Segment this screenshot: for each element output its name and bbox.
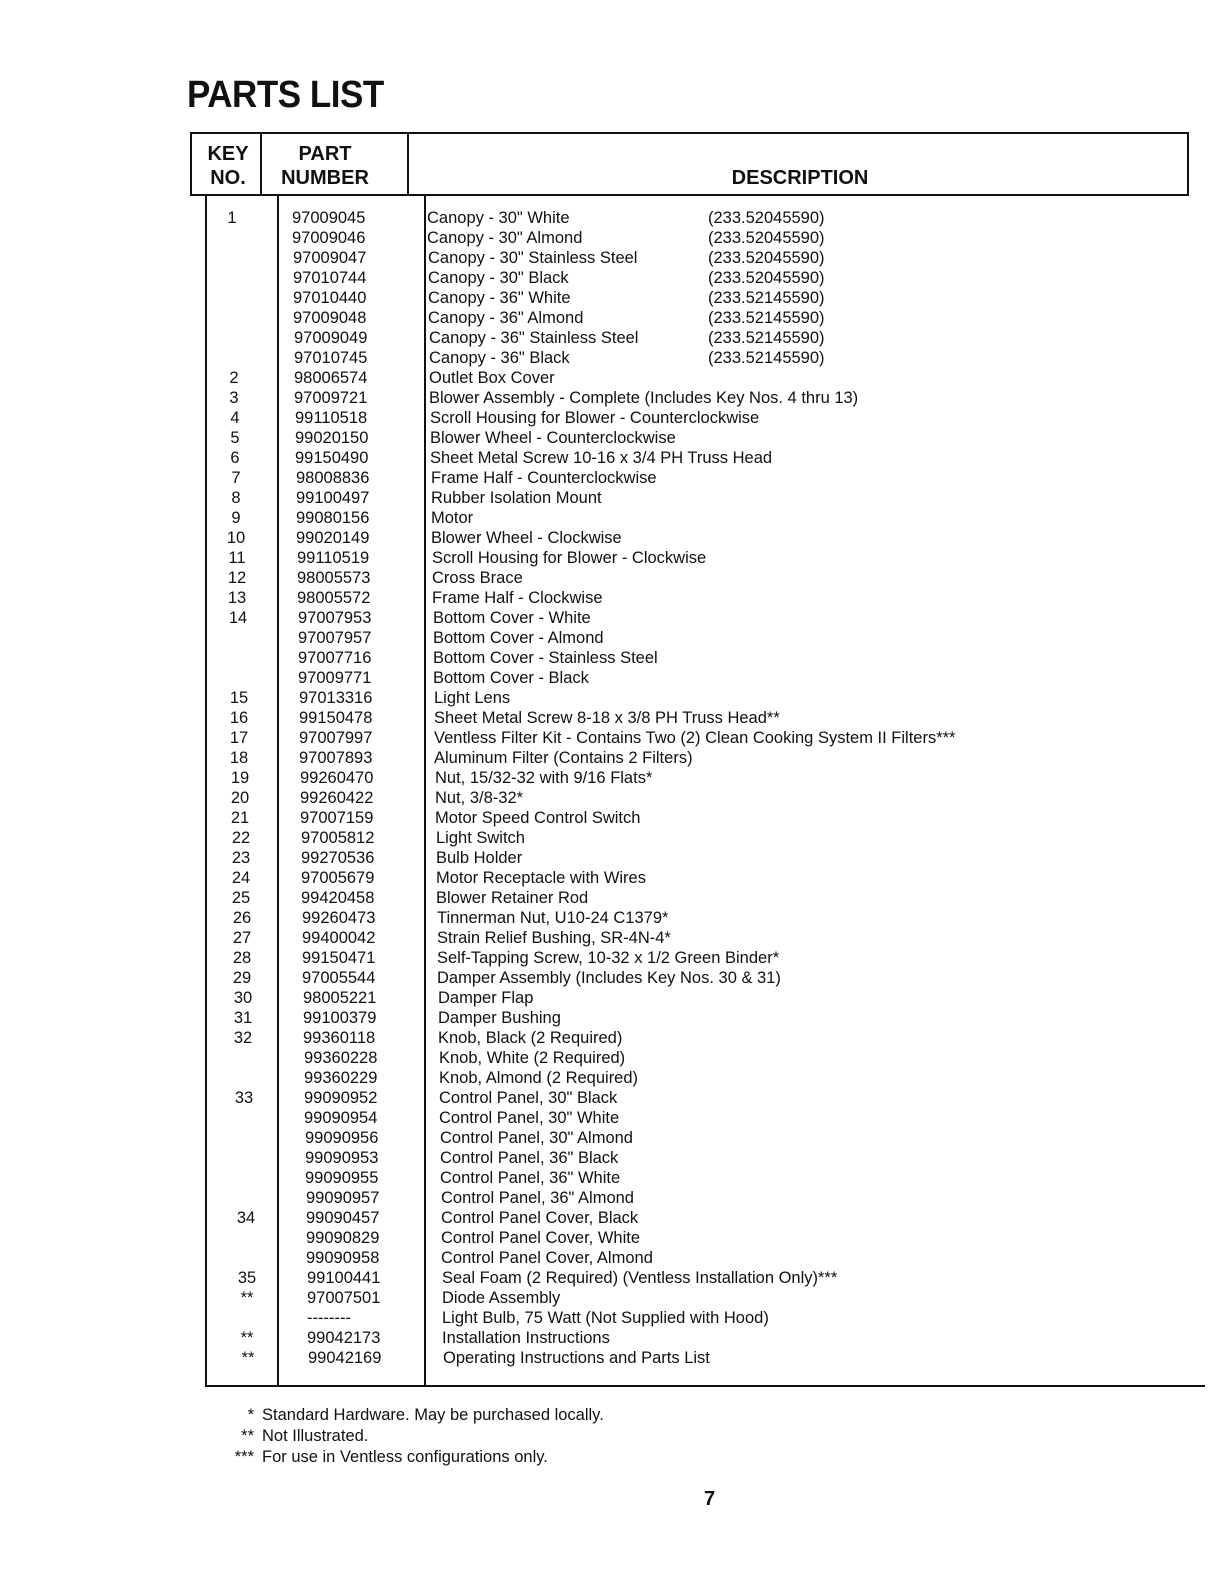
- part-number: 99420458: [301, 889, 375, 907]
- part-description: Scroll Housing for Blower - Counterclockwise: [430, 409, 760, 427]
- part-number: 99090457: [306, 1209, 380, 1227]
- table-left-border: [190, 132, 192, 196]
- table-row: [0, 668, 1211, 688]
- part-description: Light Switch: [436, 829, 525, 847]
- key-number: 18: [229, 749, 249, 767]
- part-number: 99360228: [304, 1049, 378, 1067]
- table-row: [0, 228, 1211, 248]
- part-number: 99110518: [295, 409, 368, 427]
- table-row: [0, 288, 1211, 308]
- table-row: [0, 308, 1211, 328]
- part-description: Knob, Black (2 Required): [438, 1029, 623, 1047]
- table-row: [0, 628, 1211, 648]
- table-row: [0, 1308, 1211, 1328]
- table-row: [0, 908, 1211, 928]
- table-row: [0, 1208, 1211, 1228]
- table-row: [0, 1288, 1211, 1308]
- part-description: Sheet Metal Screw 8-18 x 3/8 PH Truss Head**: [434, 709, 780, 727]
- part-description: Damper Bushing: [438, 1009, 561, 1027]
- key-part-divider: [260, 132, 262, 196]
- table-row: [0, 848, 1211, 868]
- part-description: Blower Wheel - Counterclockwise: [430, 429, 676, 447]
- part-number: 98006574: [294, 369, 368, 387]
- part-number: 98005572: [297, 589, 371, 607]
- part-number: 97007501: [307, 1289, 381, 1307]
- key-number: 11: [228, 549, 246, 567]
- part-number: 97009046: [292, 229, 366, 247]
- part-description: Control Panel, 36" White: [440, 1169, 621, 1187]
- part-description: Diode Assembly: [442, 1289, 561, 1307]
- header-part: [270, 142, 380, 190]
- part-number: 99110519: [297, 549, 370, 567]
- part-description: Damper Flap: [438, 989, 534, 1007]
- part-description: Motor Receptacle with Wires: [436, 869, 646, 887]
- part-number: 99100497: [296, 489, 370, 507]
- key-number: **: [240, 1329, 254, 1347]
- part-description: Control Panel Cover, Black: [441, 1209, 639, 1227]
- part-number: 99090956: [305, 1129, 379, 1147]
- part-number: 97010440: [293, 289, 367, 307]
- part-number: 97009048: [293, 309, 367, 327]
- key-number: 5: [230, 429, 240, 447]
- footnote: [218, 1447, 604, 1468]
- table-row: [0, 428, 1211, 448]
- model-number: (233.52145590): [708, 349, 825, 367]
- part-desc-divider: [407, 132, 409, 196]
- model-number: (233.52045590): [708, 229, 825, 247]
- table-row: [0, 348, 1211, 368]
- part-number: 99090958: [306, 1249, 380, 1267]
- part-number: 99090957: [306, 1189, 380, 1207]
- table-row: [0, 568, 1211, 588]
- part-number: 97007893: [299, 749, 373, 767]
- part-number: 99270536: [301, 849, 375, 867]
- key-number: 12: [227, 569, 247, 587]
- table-row: [0, 1348, 1211, 1368]
- part-number: 99360229: [304, 1069, 378, 1087]
- key-number: 28: [232, 949, 252, 967]
- part-number: 98005573: [297, 569, 371, 587]
- key-number: **: [240, 1289, 254, 1307]
- table-row: [0, 588, 1211, 608]
- key-number: 4: [230, 409, 240, 427]
- footnote-mark: *: [247, 1406, 254, 1424]
- table-row: [0, 468, 1211, 488]
- part-description: Scroll Housing for Blower - Clockwise: [432, 549, 707, 567]
- key-number: 23: [231, 849, 251, 867]
- table-row: [0, 868, 1211, 888]
- header-bottom-border: [190, 194, 1188, 196]
- part-description: Damper Assembly (Includes Key Nos. 30 & 31): [437, 969, 781, 987]
- part-description: Canopy - 36" Black: [429, 349, 570, 367]
- key-number: 25: [231, 889, 251, 907]
- part-description: Blower Assembly - Complete (Includes Key Nos. 4 thru 13): [429, 389, 859, 407]
- table-row: [0, 368, 1211, 388]
- part-number: 99150490: [295, 449, 369, 467]
- part-number: 98005221: [303, 989, 377, 1007]
- key-number: 30: [233, 989, 253, 1007]
- part-number: 99260470: [300, 769, 374, 787]
- table-row: [0, 748, 1211, 768]
- part-number: 99090952: [304, 1089, 378, 1107]
- key-number: 26: [232, 909, 252, 927]
- table-row: [0, 208, 1211, 228]
- part-number: 97007716: [298, 649, 372, 667]
- part-number: 97007159: [300, 809, 374, 827]
- key-number: 15: [229, 689, 249, 707]
- part-description: Self-Tapping Screw, 10-32 x 1/2 Green Binder*: [437, 949, 780, 967]
- header-description: [700, 166, 900, 190]
- footnote: [218, 1426, 604, 1447]
- part-description: Canopy - 30" Black: [428, 269, 569, 287]
- part-number: 99400042: [302, 929, 376, 947]
- model-number: (233.52145590): [708, 329, 825, 347]
- key-number: 8: [231, 489, 241, 507]
- part-description: Canopy - 30" Almond: [427, 229, 583, 247]
- part-description: Bottom Cover - White: [433, 609, 591, 627]
- part-number: 99042173: [307, 1329, 381, 1347]
- part-description: Frame Half - Clockwise: [432, 589, 603, 607]
- part-description: Nut, 15/32-32 with 9/16 Flats*: [435, 769, 653, 787]
- part-description: Control Panel, 30" Black: [439, 1089, 618, 1107]
- part-number: 97010745: [294, 349, 368, 367]
- part-description: Bulb Holder: [436, 849, 523, 867]
- part-description: Nut, 3/8-32*: [435, 789, 524, 807]
- part-number: 99090955: [305, 1169, 379, 1187]
- part-description: Knob, Almond (2 Required): [439, 1069, 639, 1087]
- part-description: Blower Retainer Rod: [436, 889, 589, 907]
- table-row: [0, 988, 1211, 1008]
- model-number: (233.52145590): [708, 289, 825, 307]
- table-bottom-border: [205, 1385, 1205, 1387]
- table-row: [0, 448, 1211, 468]
- key-number: 2: [229, 369, 239, 387]
- part-description: Sheet Metal Screw 10-16 x 3/4 PH Truss Head: [430, 449, 773, 467]
- header-key-line2: NO.: [210, 167, 246, 189]
- part-description: Aluminum Filter (Contains 2 Filters): [434, 749, 693, 767]
- part-number: 97009045: [292, 209, 366, 227]
- header-part-line2: NUMBER: [281, 167, 369, 189]
- part-description: Outlet Box Cover: [429, 369, 555, 387]
- key-number: 33: [234, 1089, 254, 1107]
- table-row: [0, 488, 1211, 508]
- footnote-text: Not Illustrated.: [262, 1427, 369, 1445]
- table-row: [0, 548, 1211, 568]
- table-row: [0, 528, 1211, 548]
- part-description: Operating Instructions and Parts List: [443, 1349, 710, 1367]
- header-part-line1: PART: [298, 143, 352, 165]
- part-description: Frame Half - Counterclockwise: [431, 469, 657, 487]
- part-description: Tinnerman Nut, U10-24 C1379*: [437, 909, 669, 927]
- table-row: [0, 1088, 1211, 1108]
- table-row: [0, 648, 1211, 668]
- table-row: [0, 408, 1211, 428]
- table-row: [0, 1168, 1211, 1188]
- part-description: Ventless Filter Kit - Contains Two (2) Clean Cooking System II Filters***: [434, 729, 956, 747]
- key-number: 34: [236, 1209, 256, 1227]
- key-number: 13: [227, 589, 247, 607]
- key-number: 20: [230, 789, 250, 807]
- table-row: [0, 1048, 1211, 1068]
- part-number: 97005812: [301, 829, 375, 847]
- part-number: 99150471: [302, 949, 376, 967]
- table-row: [0, 1108, 1211, 1128]
- part-number: 99090829: [306, 1229, 380, 1247]
- page-title: PARTS LIST: [187, 74, 384, 116]
- table-row: [0, 248, 1211, 268]
- table-row: [0, 768, 1211, 788]
- part-description: Blower Wheel - Clockwise: [431, 529, 622, 547]
- key-number: 17: [229, 729, 249, 747]
- model-number: (233.52045590): [708, 269, 825, 287]
- table-row: [0, 1028, 1211, 1048]
- table-row: [0, 1248, 1211, 1268]
- part-number: 99150478: [299, 709, 373, 727]
- part-description: Control Panel, 30" Almond: [440, 1129, 633, 1147]
- key-number: 22: [231, 829, 251, 847]
- part-description: Bottom Cover - Black: [433, 669, 589, 687]
- table-row: [0, 1328, 1211, 1348]
- key-number: 3: [229, 389, 239, 407]
- part-description: Rubber Isolation Mount: [431, 489, 602, 507]
- table-row: [0, 728, 1211, 748]
- table-row: [0, 328, 1211, 348]
- footnote-mark: ***: [234, 1448, 254, 1466]
- part-description: Light Lens: [434, 689, 511, 707]
- key-number: 19: [230, 769, 250, 787]
- page-number: 7: [704, 1488, 716, 1510]
- part-number: --------: [307, 1309, 351, 1327]
- footnote-mark: **: [241, 1427, 254, 1445]
- part-number: 97007953: [298, 609, 372, 627]
- footnotes: [218, 1405, 604, 1468]
- table-row: [0, 1228, 1211, 1248]
- table-row: [0, 1008, 1211, 1028]
- table-row: [0, 828, 1211, 848]
- table-row: [0, 1268, 1211, 1288]
- part-description: Control Panel Cover, Almond: [441, 1249, 653, 1267]
- part-number: 99020150: [295, 429, 369, 447]
- part-description: Canopy - 36" Almond: [428, 309, 584, 327]
- part-number: 99090953: [305, 1149, 379, 1167]
- key-number: 21: [230, 809, 250, 827]
- key-number: 29: [232, 969, 252, 987]
- header-key: [200, 142, 256, 190]
- key-number: 14: [228, 609, 248, 627]
- footnote-text: For use in Ventless configurations only.: [262, 1448, 548, 1466]
- key-number: 32: [233, 1029, 253, 1047]
- part-description: Seal Foam (2 Required) (Ventless Installation Only)***: [442, 1269, 838, 1287]
- table-right-border: [1187, 132, 1189, 196]
- header-key-line1: KEY: [207, 143, 249, 165]
- table-row: [0, 1148, 1211, 1168]
- table-row: [0, 1128, 1211, 1148]
- header-description-label: DESCRIPTION: [731, 167, 869, 189]
- footnote: [218, 1405, 604, 1426]
- part-number: 97007957: [298, 629, 372, 647]
- part-description: Installation Instructions: [442, 1329, 610, 1347]
- table-row: [0, 1068, 1211, 1088]
- part-number: 99020149: [296, 529, 370, 547]
- part-number: 97009047: [293, 249, 367, 267]
- key-number: 31: [233, 1009, 253, 1027]
- table-row: [0, 608, 1211, 628]
- key-number: 9: [231, 509, 241, 527]
- part-description: Bottom Cover - Stainless Steel: [433, 649, 658, 667]
- part-description: Canopy - 30" White: [427, 209, 570, 227]
- key-number: 7: [231, 469, 241, 487]
- part-number: 97005679: [301, 869, 375, 887]
- table-row: [0, 508, 1211, 528]
- key-number: 27: [232, 929, 252, 947]
- part-number: 97009721: [294, 389, 368, 407]
- part-number: 98008836: [296, 469, 370, 487]
- footnote-text: Standard Hardware. May be purchased locally.: [262, 1406, 604, 1424]
- part-number: 97013316: [299, 689, 373, 707]
- table-row: [0, 388, 1211, 408]
- table-row: [0, 968, 1211, 988]
- part-number: 99100379: [303, 1009, 377, 1027]
- part-number: 99260473: [302, 909, 376, 927]
- part-description: Motor: [431, 509, 474, 527]
- key-number: 24: [231, 869, 251, 887]
- table-row: [0, 888, 1211, 908]
- part-description: Canopy - 36" White: [428, 289, 571, 307]
- key-number: 35: [237, 1269, 257, 1287]
- table-top-border: [190, 132, 1188, 134]
- key-number: **: [241, 1349, 255, 1367]
- key-number: 6: [230, 449, 240, 467]
- model-number: (233.52145590): [708, 309, 825, 327]
- part-number: 99260422: [300, 789, 374, 807]
- part-description: Cross Brace: [432, 569, 523, 587]
- table-row: [0, 688, 1211, 708]
- part-description: Knob, White (2 Required): [439, 1049, 626, 1067]
- part-number: 99080156: [296, 509, 370, 527]
- table-row: [0, 928, 1211, 948]
- part-description: Canopy - 36" Stainless Steel: [429, 329, 639, 347]
- model-number: (233.52045590): [708, 249, 825, 267]
- key-number: 10: [226, 529, 246, 547]
- table-row: [0, 948, 1211, 968]
- part-description: Motor Speed Control Switch: [435, 809, 641, 827]
- table-row: [0, 788, 1211, 808]
- part-number: 97010744: [293, 269, 367, 287]
- table-row: [0, 268, 1211, 288]
- part-number: 99042169: [308, 1349, 382, 1367]
- part-number: 97007997: [299, 729, 373, 747]
- part-description: Canopy - 30" Stainless Steel: [428, 249, 638, 267]
- part-description: Control Panel, 36" Black: [440, 1149, 619, 1167]
- part-number: 97005544: [302, 969, 376, 987]
- part-number: 99090954: [304, 1109, 378, 1127]
- part-number: 99360118: [303, 1029, 376, 1047]
- table-row: [0, 1188, 1211, 1208]
- key-number: 16: [229, 709, 249, 727]
- table-row: [0, 808, 1211, 828]
- part-description: Control Panel Cover, White: [441, 1229, 641, 1247]
- part-description: Strain Relief Bushing, SR-4N-4*: [437, 929, 671, 947]
- model-number: (233.52045590): [708, 209, 825, 227]
- part-number: 99100441: [307, 1269, 381, 1287]
- part-number: 97009771: [298, 669, 372, 687]
- table-row: [0, 708, 1211, 728]
- part-description: Bottom Cover - Almond: [433, 629, 604, 647]
- part-description: Light Bulb, 75 Watt (Not Supplied with Hood): [442, 1309, 769, 1327]
- part-description: Control Panel, 36" Almond: [441, 1189, 634, 1207]
- part-number: 97009049: [294, 329, 368, 347]
- part-description: Control Panel, 30" White: [439, 1109, 620, 1127]
- key-number: 1: [227, 209, 237, 227]
